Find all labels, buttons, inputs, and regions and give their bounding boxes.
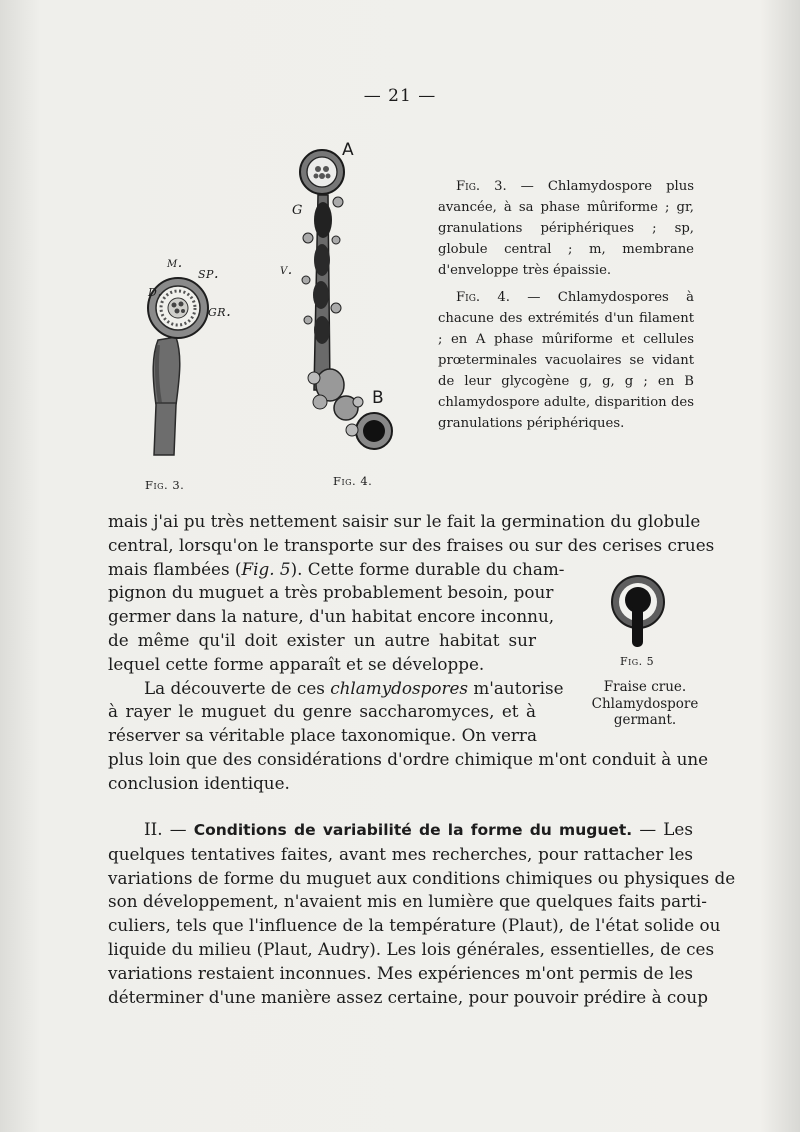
caption-fig3: Fig. 3. — Chlamydospore plus avancée, à sa phase mûriforme ; gr, granulations périphériques ; sp, globule central ; m, membrane d'enveloppe très épaissie. <box>438 179 694 278</box>
fig3-annotation-d: d. <box>148 282 163 300</box>
figure-4-illustration <box>268 140 408 460</box>
body-paragraph-1-wrapped: mais flambées (Fig. 5). Cette forme durable du cham- pignon du muguet a très probablement besoin, pour germer dans la nature, d'un habitat encore inconnu, de même qu'il doit exister un autre habitat sur lequel cette forme apparaît et se développe. La découverte de ces chlamydospores m'autorise à rayer le muguet du genre saccharomyces, et à réserver sa véritable place taxonomique. On verra <box>108 558 565 746</box>
fig4-label: Fig. 4. <box>333 474 373 488</box>
body-paragraph-2: La découverte de ces chlamydospores m'autorise <box>144 677 564 698</box>
fig4-annotation-g: g <box>292 198 303 219</box>
fig3-annotation-gr: gr. <box>208 302 232 320</box>
caption-fig4: Fig. 4. — Chlamydospores à chacune des extrémités d'un filament ; en A phase mûriforme et cellules prœterminales vacuolaires se vidant de leur glycogène g, g, g ; en B chlamydospore adulte, disparition des granulations périphériques. <box>438 290 694 431</box>
chlamydospores-term: chlamydospores <box>330 677 469 698</box>
fig3-label: Fig. 3. <box>145 478 185 492</box>
figure-captions <box>438 176 694 434</box>
fig4-annotation-v: v. <box>280 262 293 278</box>
fig3-annotation-sp: sp. <box>198 264 220 282</box>
fig5-caption: Fraise crue. Chlamydospore germant. <box>591 679 699 728</box>
body-paragraph-1: mais j'ai pu très nettement saisir sur le fait la germination du globule central, lorsqu'on le transporte sur des fraises ou sur des cerises crues <box>108 511 715 555</box>
fig3-annotation-m: m. <box>167 255 183 271</box>
fig5-reference: Fig. 5 <box>241 558 291 579</box>
section-2-heading: Conditions de variabilité de la forme du muguet. <box>193 821 633 839</box>
fig5-label: Fig. 5 <box>620 655 655 668</box>
section-2: II. — Conditions de variabilité de la forme du muguet. — Les quelques tentatives faites, avant mes recherches, pour rattacher les variations de forme du muguet aux conditions chimiques ou physiques de son développement, n'avaient mis en lumière que quelques faits parti- culiers, tels que l'influence de la température (Plaut), de l'état solide ou liquide du milieu (Plaut, Audry). Les lois générales, essentielles, de ces variations restaient inconnues. Mes expériences m'ont permis de les déterminer d'une manière assez certaine, pour pouvoir prédire à coup <box>108 819 736 1007</box>
fig4-annotation-B: B <box>372 388 385 408</box>
body-paragraph-2-end: plus loin que des considérations d'ordre chimique m'ont conduit à une conclusion identique. <box>108 749 709 793</box>
fig4-annotation-A: A <box>342 140 355 160</box>
page-number: — 21 — <box>363 86 437 106</box>
figure-5-illustration <box>608 575 668 651</box>
